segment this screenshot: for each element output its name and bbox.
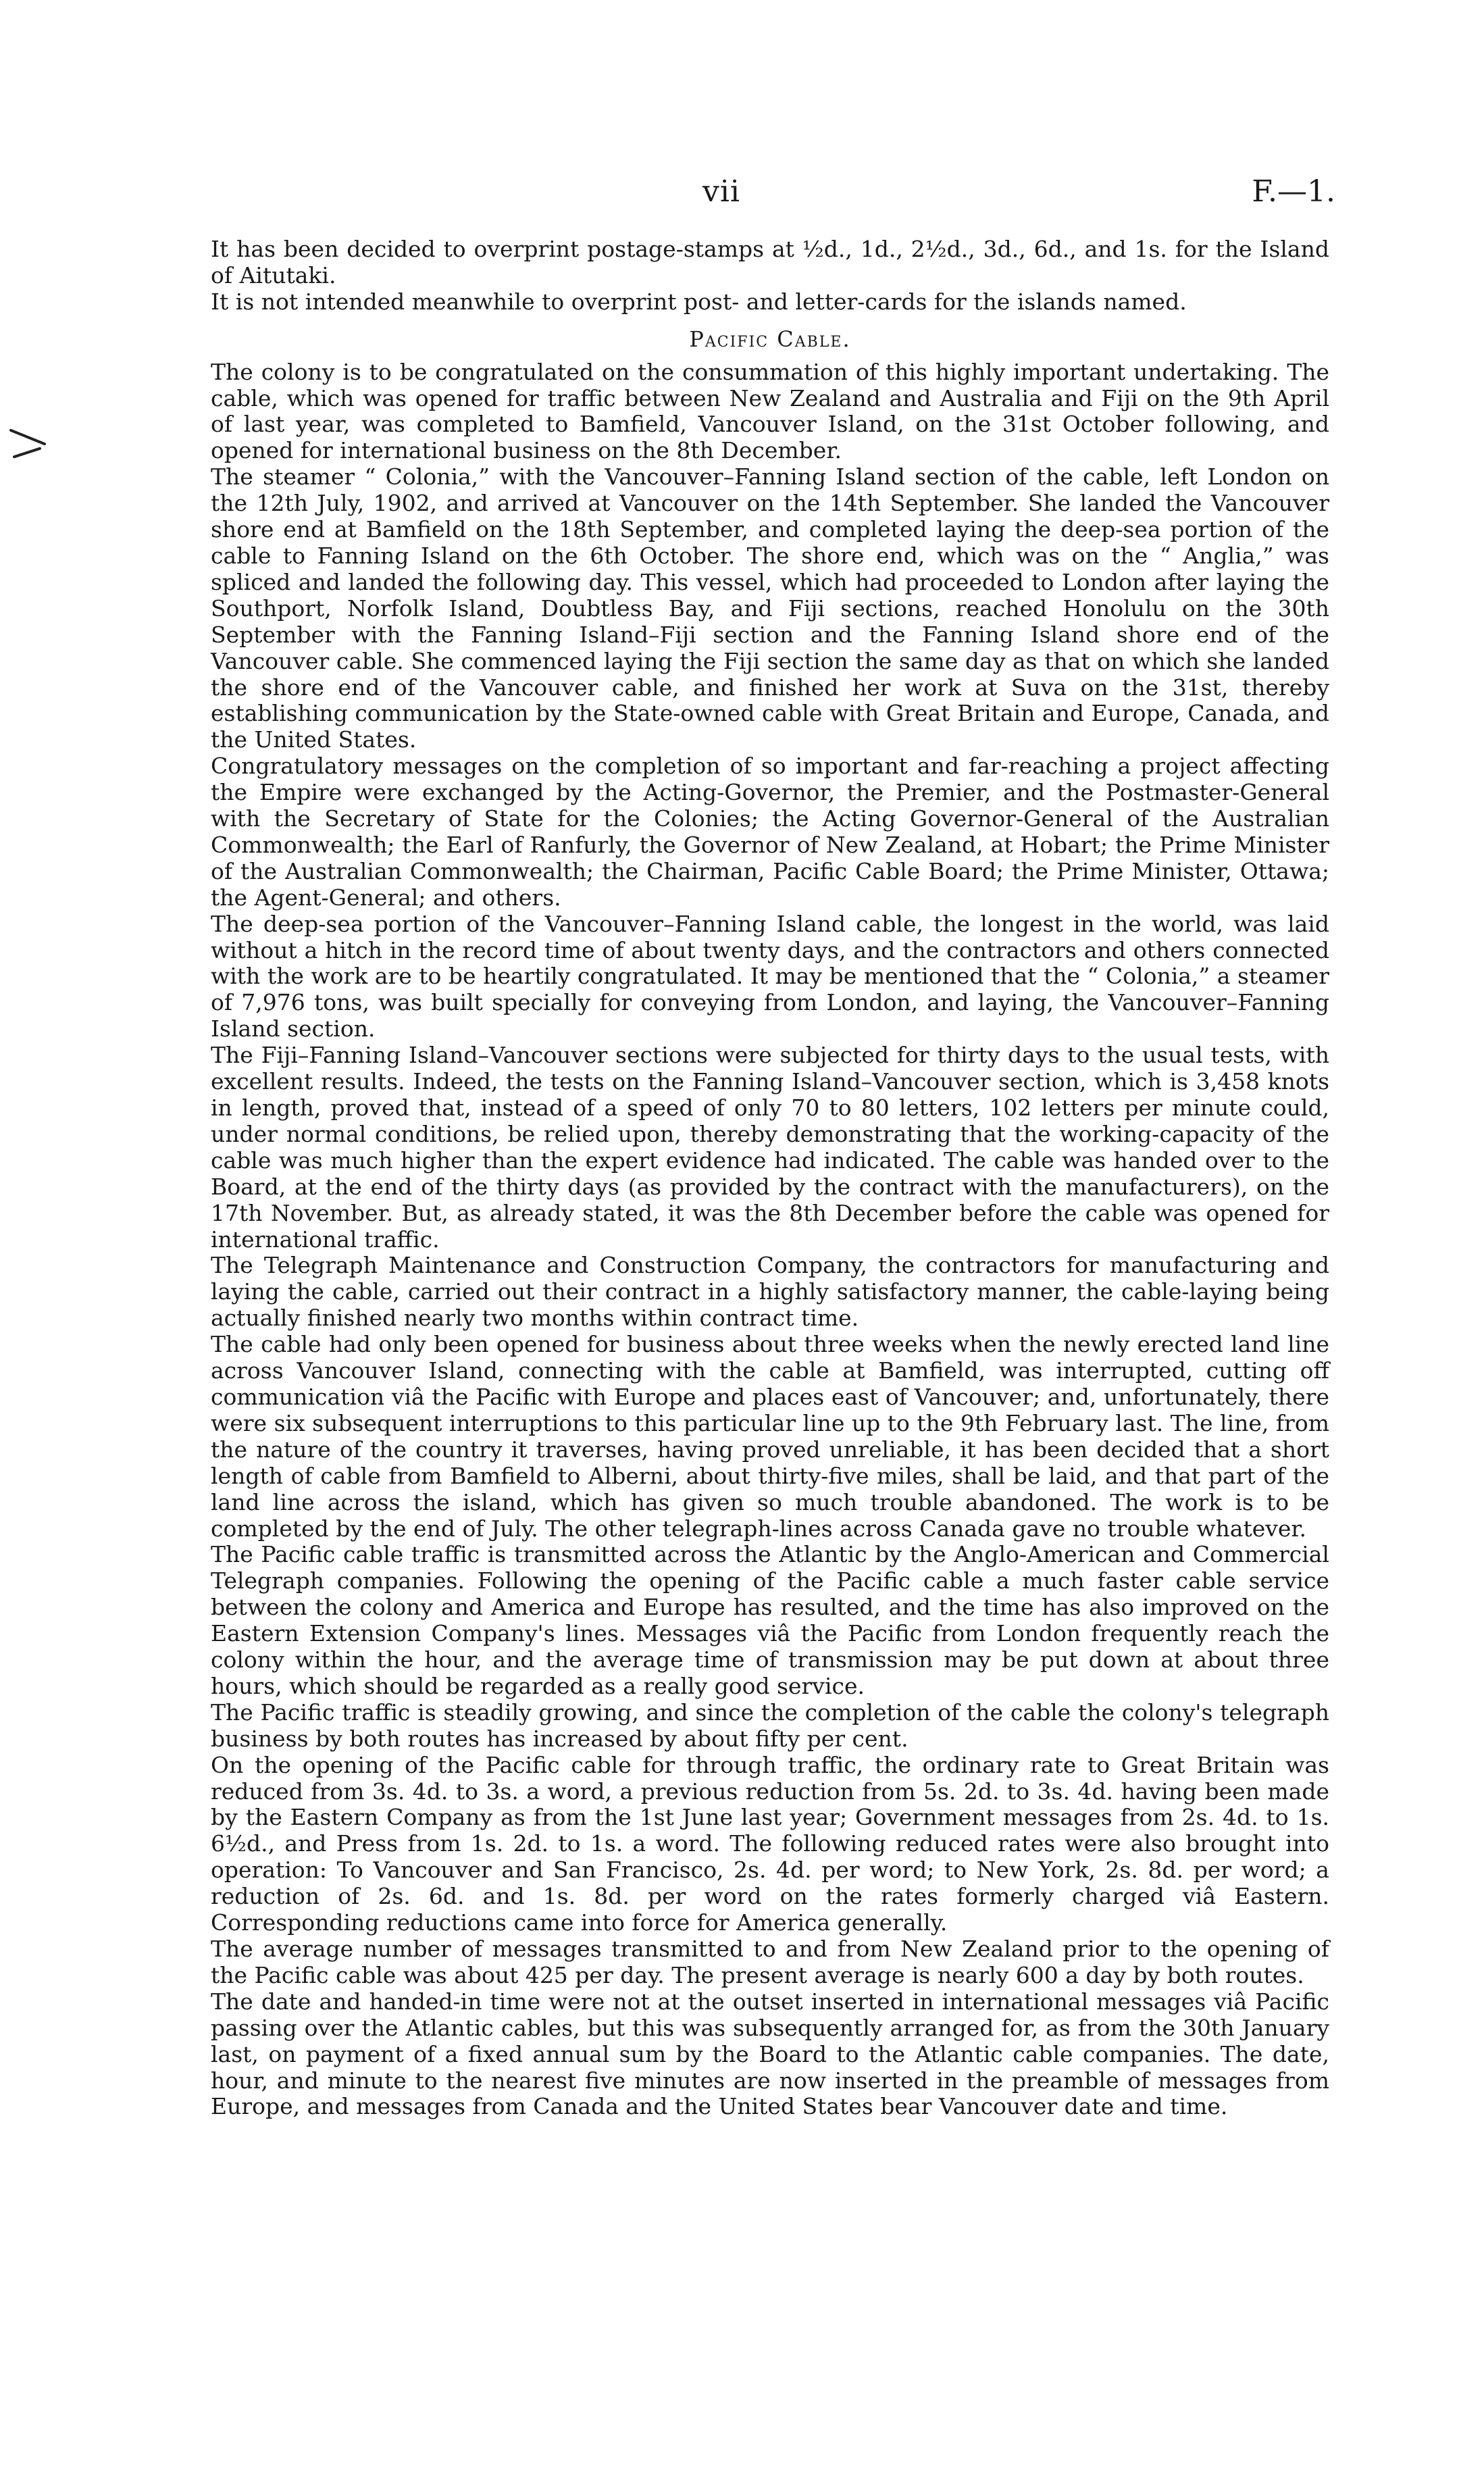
page-header xyxy=(0,172,1484,212)
paragraph: On the opening of the Pacific cable for through traffic, the ordinary rate to Great Britain was reduced from 3s. 4d. to 3s. a word, a previous reduction from 5s. 2d. to 3s. 4d. having been made by the Eastern Company as from the 1st June last year; Government messages from 2s. 4d. to 1s. 6½d., and Press from 1s. 2d. to 1s. a word. The following reduced rates were also brought into operation: To Vancouver and San Francisco, 2s. 4d. per word; to New York, 2s. 8d. per word; a reduction of 2s. 6d. and 1s. 8d. per word on the rates formerly charged viâ Eastern. Corresponding reductions came into force for America generally. xyxy=(211,1751,1329,1936)
paragraph: The deep-sea portion of the Vancouver–Fanning Island cable, the longest in the world, was laid without a hitch in the record time of about twenty days, and the contractors and others connected with the work are to be heartily congratulated. It may be mentioned that the “ Colonia,” a steamer of 7,976 tons, was built specially for conveying from London, and laying, the Vancouver–Fanning Island section. xyxy=(211,910,1329,1042)
section-heading: Pacific Cable. xyxy=(689,326,851,352)
document-body xyxy=(211,236,1329,2120)
paragraph: The Telegraph Maintenance and Construction Company, the contractors for manufacturing and laying the cable, carried out their contract in a highly satisfactory manner, the cable-laying being actually finished nearly two months within contract time. xyxy=(211,1252,1329,1332)
paragraph: The Pacific cable traffic is transmitted across the Atlantic by the Anglo-American and Commercial Telegraph companies. Following the opening of the Pacific cable a much faster cable service between the colony and America and Europe has resulted, and the time has also improved on the Eastern Extension Company's lines. Messages viâ the Pacific from London frequently reach the colony within the hour, and the average time of transmission may be put down at about three hours, which should be regarded as a really good service. xyxy=(211,1541,1329,1699)
page-number: vii xyxy=(702,174,741,209)
paragraph: Congratulatory messages on the completion of so important and far-reaching a project affecting the Empire were exchanged by the Acting-Governor, the Premier, and the Postmaster-General with the Secretary of State for the Colonies; the Acting Governor-General of the Australian Commonwealth; the Earl of Ranfurly, the Governor of New Zealand, at Hobart; the Prime Minister of the Australian Commonwealth; the Chairman, Pacific Cable Board; the Prime Minister, Ottawa; the Agent-General; and others. xyxy=(211,753,1329,911)
paragraph: The average number of messages transmitted to and from New Zealand prior to the opening of the Pacific cable was about 425 per day. The present average is nearly 600 a day by both routes. xyxy=(211,1936,1329,1988)
paragraph: The colony is to be congratulated on the consummation of this highly important undertaking. The cable, which was opened for traffic between New Zealand and Australia and Fiji on the 9th April of last year, was completed to Bamfield, Vancouver Island, on the 31st October following, and opened for international business on the 8th December. xyxy=(211,358,1329,464)
margin-mark xyxy=(9,428,46,445)
document-reference: F.—1. xyxy=(1252,174,1335,209)
paragraph: The cable had only been opened for business about three weeks when the newly erected land line across Vancouver Island, connecting with the cable at Bamfield, was interrupted, cutting off communication viâ the Pacific with Europe and places east of Vancouver; and, unfortunately, there were six subsequent interruptions to this particular line up to the 9th February last. The line, from the nature of the country it traverses, having proved unreliable, it has been decided that a short length of cable from Bamfield to Alberni, about thirty-five miles, shall be laid, and that part of the land line across the island, which has given so much trouble abandoned. The work is to be completed by the end of July. The other telegraph-lines across Canada gave no trouble whatever. xyxy=(211,1331,1329,1542)
paragraph: It has been decided to overprint postage-stamps at ½d., 1d., 2½d., 3d., 6d., and 1s. for the Island of Aitutaki. xyxy=(211,236,1329,288)
paragraph: The steamer “ Colonia,” with the Vancouver–Fanning Island section of the cable, left London on the 12th July, 1902, and arrived at Vancouver on the 14th September. She landed the Vancouver shore end at Bamfield on the 18th September, and completed laying the deep-sea portion of the cable to Fanning Island on the 6th October. The shore end, which was on the “ Anglia,” was spliced and landed the following day. This vessel, which had proceeded to London after laying the Southport, Norfolk Island, Doubtless Bay, and Fiji sections, reached Honolulu on the 30th September with the Fanning Island–Fiji section and the Fanning Island shore end of the Vancouver cable. She commenced laying the Fiji section the same day as that on which she landed the shore end of the Vancouver cable, and finished her work at Suva on the 31st, thereby establishing communication by the State-owned cable with Great Britain and Europe, Canada, and the United States. xyxy=(211,463,1329,753)
paragraph: The Fiji–Fanning Island–Vancouver sections were subjected for thirty days to the usual tests, with excellent results. Indeed, the tests on the Fanning Island–Vancouver section, which is 3,458 knots in length, proved that, instead of a speed of only 70 to 80 letters, 102 letters per minute could, under normal conditions, be relied upon, thereby demonstrating that the working-capacity of the cable was much higher than the expert evidence had indicated. The cable was handed over to the Board, at the end of the thirty days (as provided by the contract with the manufacturers), on the 17th November. But, as already stated, it was the 8th December before the cable was opened for international traffic. xyxy=(211,1042,1329,1253)
margin-mark xyxy=(12,447,41,458)
paragraph: The Pacific traffic is steadily growing, and since the completion of the cable the colony's telegraph business by both routes has increased by about fifty per cent. xyxy=(211,1698,1329,1752)
paragraph: The date and handed-in time were not at the outset inserted in international messages viâ Pacific passing over the Atlantic cables, but this was subsequently arranged for, as from the 30th January last, on payment of a fixed annual sum by the Board to the Atlantic cable companies. The date, hour, and minute to the nearest five minutes are now inserted in the preamble of messages from Europe, and messages from Canada and the United States bear Vancouver date and time. xyxy=(211,1988,1329,2120)
paragraph: It is not intended meanwhile to overprint post- and letter-cards for the islands named. xyxy=(211,288,1187,315)
